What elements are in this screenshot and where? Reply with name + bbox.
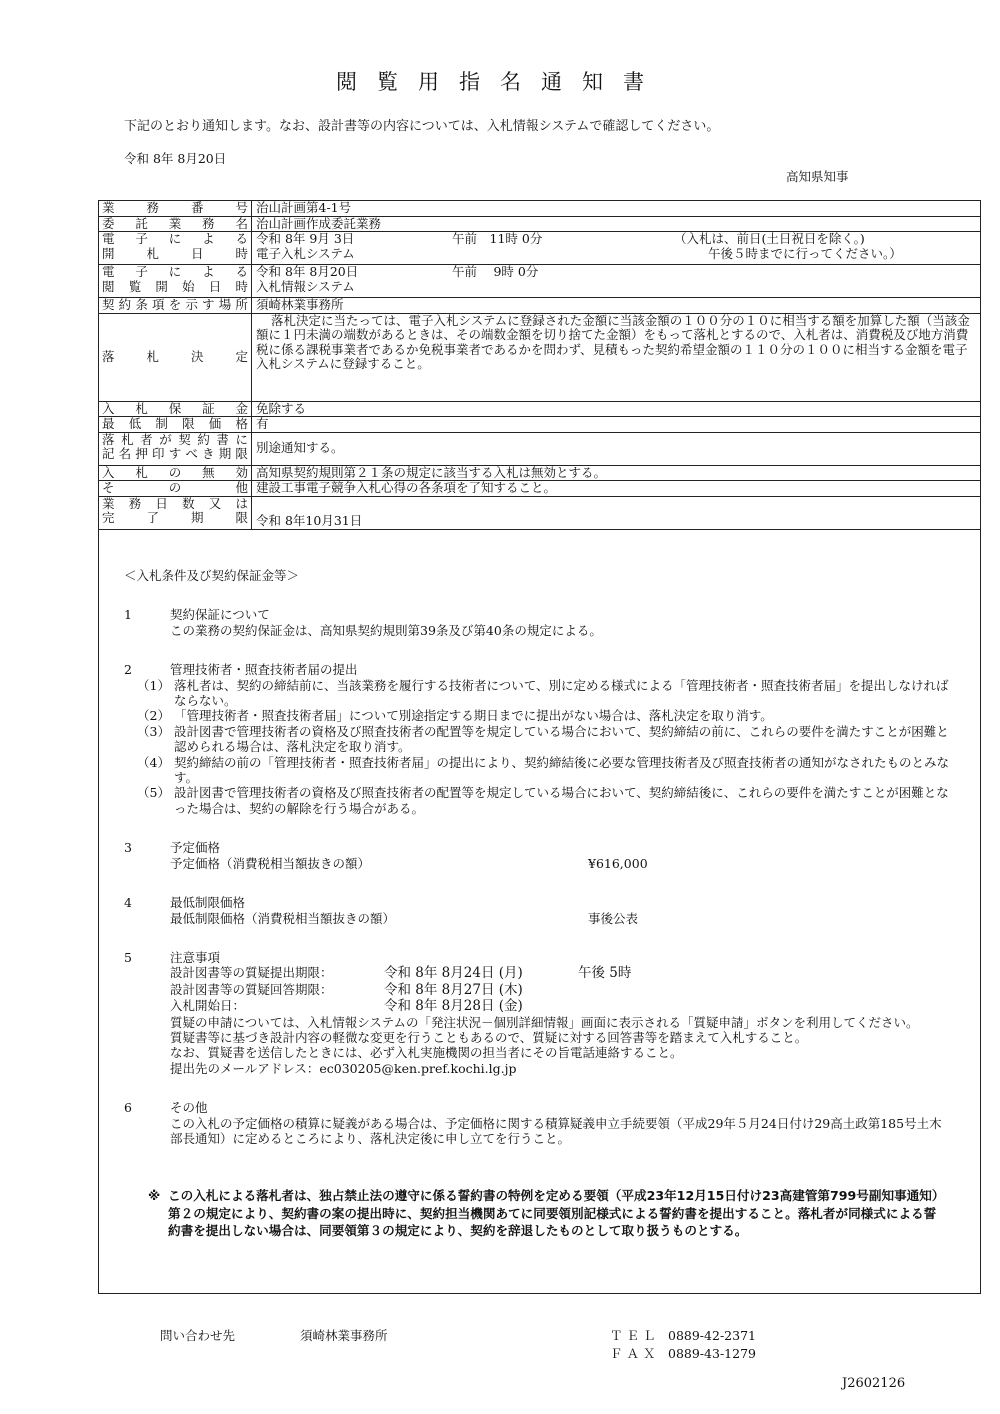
section-1 <box>124 607 954 638</box>
award-text: 落札決定に当たっては、電子入札システムに登録された金額に当該金額の１００分の１０に相当する額を加算した額（当該金額に１円未満の端数があるときは、その端数金額を切り捨てた金額）をもって落札とするので、入札者は、消費税及び地方消費税に係る課税事業者であるか免税事業者であるかを問わず、見積もった契約希望金額の１１０分の１００に相当する金額を電子入札システムに登録すること。 <box>256 312 970 371</box>
value-cell <box>252 265 981 298</box>
answer-label: 設計図書等の質疑回答期限： <box>170 981 333 997</box>
label-cell <box>99 201 252 217</box>
issuer: 高知県知事 <box>786 169 849 184</box>
view-start-time: 午前 9時 0分 <box>452 264 539 279</box>
bid-note-b: 午後５時までに行ってください。） <box>708 245 902 261</box>
bid-open-date: 令和 8年 9月 3日 <box>256 231 355 246</box>
item-key: （3） <box>137 723 170 739</box>
item-key: （4） <box>137 754 170 770</box>
label-cell <box>99 496 252 529</box>
label-text: 電 子 に よ る <box>102 231 248 246</box>
table-row <box>99 401 981 417</box>
document-code: J2602126 <box>842 1376 906 1391</box>
value-cell <box>252 232 981 265</box>
tel-label: ＴＥＬ <box>610 1328 660 1343</box>
item-text: 契約締結の前の「管理技術者・照査技術者届」の提出により、契約締結後に必要な管理技術者及び照査技術者の通知がなされたものとみなす。 <box>174 754 950 786</box>
deadline-time: 午後 5時 <box>578 965 632 982</box>
section-title: その他 <box>170 1100 208 1116</box>
planned-price-label: 予定価格（消費税相当額抜きの額） <box>170 855 371 871</box>
label-cell <box>99 298 252 314</box>
fax-line <box>610 1344 756 1362</box>
label-text: 入 札 保 証 金 <box>102 400 248 416</box>
info-table <box>98 200 981 530</box>
answer-date: 令和 8年 8月27日 (木) <box>384 981 523 998</box>
table-row <box>99 265 981 298</box>
bid-note-a: （入札は、前日(土日祝日を除く。) <box>674 231 865 246</box>
label-cell <box>99 313 252 401</box>
section-title: 注意事項 <box>170 949 221 965</box>
label-cell <box>99 216 252 232</box>
issue-date: 令和 8年 8月20日 <box>124 151 227 166</box>
note-paragraph: 質疑の申請については、入札情報システムの「発注状況－個別詳細情報」画面に表示される「質疑申請」ボタンを利用してください。 <box>170 1014 919 1030</box>
contact-office: 須崎林業事務所 <box>300 1328 388 1343</box>
fax-number: 0889-43-1279 <box>668 1346 756 1361</box>
bid-system: 電子入札システム <box>256 245 355 261</box>
email-address: 提出先のメールアドレス：ec030205@ken.pref.kochi.lg.jp <box>170 1060 517 1076</box>
label-text: 記 名 押 印 す べ き 期 限 <box>102 446 248 461</box>
section-title: 管理技術者・照査技術者届の提出 <box>170 662 358 678</box>
table-row <box>99 481 981 497</box>
section-title: 予定価格 <box>170 840 221 856</box>
notice-text: この入札による落札者は、独占禁止法の遵守に係る誓約書の特例を定める要領（平成23年12月15日付け23高建管第799号副知事通知）第２の規定により、契約書の案の提出時に、契約担当機関あてに同要領別記様式による誓約書を提出すること。落札者が同様式による誓約書を提出しない場合は、同要領第３の規定により、契約を辞退したものとして取り扱うものとする。 <box>168 1188 945 1238</box>
section-2 <box>124 662 954 816</box>
label-text: 完 了 期 限 <box>102 510 248 525</box>
notice-block <box>148 1187 948 1240</box>
sub-items <box>132 678 954 817</box>
section-3 <box>124 840 954 871</box>
table-row <box>99 216 981 232</box>
bid-start-label: 入札開始日： <box>170 998 246 1014</box>
label-text: 開 札 日 時 <box>102 245 248 261</box>
item-text: 「管理技術者・照査技術者届」について別途指定する期日までに提出がない場合は、落札決定を取り消す。 <box>174 708 773 724</box>
list-item <box>132 785 954 816</box>
list-item <box>132 724 954 755</box>
value-cell: 治山計画作成委託業務 <box>252 216 981 232</box>
label-text: 業 務 番 号 <box>102 200 248 215</box>
value-cell <box>252 313 981 401</box>
item-text: 設計図書で管理技術者の資格及び照査技術者の配置等を規定している場合において、契約締結の前に、これらの要件を満たすことが困難と認められる場合は、落札決定を取り消す。 <box>174 723 949 755</box>
item-key: （2） <box>137 708 170 724</box>
section-6 <box>124 1100 954 1146</box>
deadline-date: 令和 8年 8月24日 (月) <box>384 965 523 982</box>
section-number: 2 <box>124 662 132 678</box>
label-text: 落 札 決 定 <box>102 348 248 364</box>
table-row <box>99 496 981 529</box>
view-start-date: 令和 8年 8月20日 <box>256 264 359 279</box>
label-cell <box>99 401 252 417</box>
section-number: 3 <box>124 840 132 856</box>
label-cell <box>99 417 252 433</box>
section-text: この業務の契約保証金は、高知県契約規則第39条及び第40条の規定による。 <box>170 622 602 638</box>
label-cell <box>99 232 252 265</box>
item-key: （1） <box>137 677 170 693</box>
value-cell: 建設工事電子競争入札心得の各条項を了知すること。 <box>252 481 981 497</box>
section-title: 契約保証について <box>170 607 270 623</box>
section-number: 5 <box>124 949 132 965</box>
label-text: そ の 他 <box>102 480 248 495</box>
bid-open-time: 午前 11時 0分 <box>452 231 543 246</box>
label-text: 電 子 に よ る <box>102 264 248 279</box>
page-title: 閲覧用指名通知書 <box>336 70 664 94</box>
label-text: 業 務 日 数 又 は <box>102 495 248 511</box>
label-text: 入 札 の 無 効 <box>102 464 248 480</box>
value-cell: 治山計画第4-1号 <box>252 201 981 217</box>
list-item <box>132 708 954 723</box>
min-price-value: 事後公表 <box>588 910 639 926</box>
table-row <box>99 432 981 465</box>
notice-mark: ※ <box>148 1188 161 1203</box>
section-5 <box>124 950 954 1076</box>
section-title: 最低制限価格 <box>170 895 246 911</box>
section-text: この入札の予定価格の積算に疑義がある場合は、予定価格に関する積算疑義申立手続要領（平成29年５月24日付け29高土政第185号土木部長通知）に定めるところにより、落札決定後に申し立てを行うこと。 <box>170 1115 942 1146</box>
min-price-label: 最低制限価格（消費税相当額抜きの額） <box>170 910 396 926</box>
intro-text: 下記のとおり通知します。なお、設計書等の内容については、入札情報システムで確認してください。 <box>124 119 720 134</box>
value-cell: 令和 8年10月31日 <box>252 496 981 529</box>
tel-number: 0889-42-2371 <box>668 1328 756 1343</box>
value-cell: 須崎林業事務所 <box>252 298 981 314</box>
item-text: 設計図書で管理技術者の資格及び照査技術者の配置等を規定している場合において、契約締結後に、これらの要件を満たすことが困難となった場合は、契約の解除を行う場合がある。 <box>174 785 949 816</box>
value-cell: 別途通知する。 <box>252 432 981 465</box>
section-number: 1 <box>124 607 132 623</box>
label-cell <box>99 265 252 298</box>
table-row <box>99 313 981 401</box>
label-cell <box>99 465 252 481</box>
section-4 <box>124 895 954 926</box>
note-paragraph: なお、質疑書を送信したときには、必ず入札実施機関の担当者にその旨電話連絡すること。 <box>170 1045 683 1061</box>
tel-line <box>610 1326 756 1344</box>
item-text: 落札者は、契約の締結前に、当該業務を履行する技術者について、別に定める様式による「管理技術者・照査技術者届」を提出しなければならない。 <box>174 677 949 709</box>
conditions-heading: ＜入札条件及び契約保証金等＞ <box>124 568 300 583</box>
table-row <box>99 465 981 481</box>
section-number: 4 <box>124 895 132 911</box>
list-item <box>132 755 954 786</box>
conditions-section <box>124 568 954 1146</box>
label-text: 委 託 業 務 名 <box>102 215 248 231</box>
section-number: 6 <box>124 1100 132 1116</box>
label-text: 落 札 者 が 契 約 書 に <box>102 431 248 447</box>
label-text: 契 約 条 項 を 示 す 場 所 <box>102 297 248 312</box>
label-cell <box>99 432 252 465</box>
value-cell: 高知県契約規則第２１条の規定に該当する入札は無効とする。 <box>252 465 981 481</box>
fax-label: ＦＡＸ <box>610 1346 660 1361</box>
value-cell: 有 <box>252 417 981 433</box>
label-text: 最 低 制 限 価 格 <box>102 416 248 431</box>
list-item <box>132 678 954 709</box>
view-system: 入札情報システム <box>256 278 355 294</box>
bid-start-date: 令和 8年 8月28日 (金) <box>384 998 523 1015</box>
table-row <box>99 232 981 265</box>
item-key: （5） <box>137 785 170 801</box>
label-cell <box>99 481 252 497</box>
table-row <box>99 298 981 314</box>
deadline-label: 設計図書等の質疑提出期限： <box>170 965 333 981</box>
table-row <box>99 417 981 433</box>
contact-label: 問い合わせ先 <box>160 1328 236 1343</box>
planned-price-value: ¥616,000 <box>588 855 648 871</box>
value-cell: 免除する <box>252 401 981 417</box>
note-paragraph: 質疑書等に基づき設計内容の軽微な変更を行うこともあるので、質疑に対する回答書等を踏まえて入札すること。 <box>170 1029 808 1045</box>
label-text: 閲 覧 開 始 日 時 <box>102 278 248 294</box>
table-row <box>99 201 981 217</box>
